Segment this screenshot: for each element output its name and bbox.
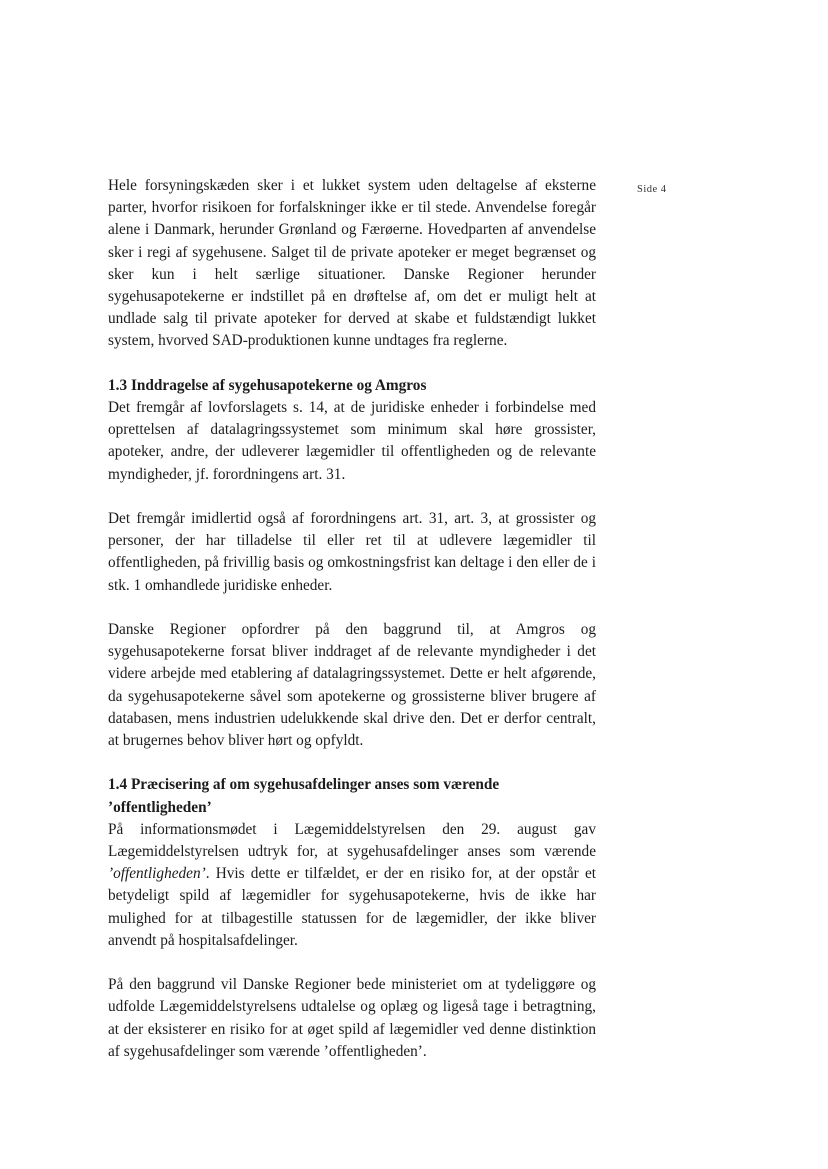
section-1-4-paragraph-1 [108,819,596,952]
page-number: Side 4 [637,184,667,195]
document-body [108,175,596,1085]
section-1-4 [108,774,596,1063]
section-1-3-paragraph-2: Det fremgår imidlertid også af forordningens art. 31, art. 3, at grossister og personer, der har tilladelse til eller ret til at udlevere lægemidler til offentligheden, på frivillig basis og omkostningsfrist kan deltage i den eller de i stk. 1 omhandlede juridiske enheder. [108,510,596,594]
section-1-3-paragraph-3: Danske Regioner opfordrer på den baggrund til, at Amgros og sygehusapotekerne forsat bliver inddraget af de relevante myndigheder i det videre arbejde med etablering af datalagringssystemet. Dette er helt afgørende, da sygehusapotekerne såvel som apotekerne og grossisterne bliver brugere af databasen, mens industrien udelukkende skal drive den. Det er derfor centralt, at brugernes behov bliver hørt og opfyldt. [108,621,596,750]
section-1-3 [108,375,596,752]
section-1-3-heading: 1.3 Inddragelse af sygehusapotekerne og Amgros [108,376,427,394]
section-1-4-paragraph-1-end: . Hvis dette er tilfældet, er der en risiko for, at der opstår et betydeligt spild af lægemidler for sygehusapotekerne, hvis de ikke har mulighed for at tilbagestille statussen for de lægemidler, der ikke bliver anvendt på hospitalsafdelinger. [108,865,596,949]
section-1-4-paragraph-2: På den baggrund vil Danske Regioner bede ministeriet om at tydeliggøre og udfolde Lægemiddelstyrelsens udtalelse og oplæg og ligeså tage i betragtning, at der eksisterer en risiko for at øget spild af lægemidler ved denne distinktion af sygehusafdelinger som værende ’offentligheden’. [108,976,596,1060]
section-1-4-emphasis: ’offentligheden’ [108,865,206,883]
intro-paragraph: Hele forsyningskæden sker i et lukket system uden deltagelse af eksterne parter, hvorfor risikoen for forfalskninger ikke er til stede. Anvendelse foregår alene i Danmark, herunder Grønland og Færøerne. Hovedparten af anvendelse sker i regi af sygehusene. Salget til de private apoteker er meget begrænset og sker kun i helt særlige situationer. Danske Regioner herunder sygehusapotekerne er indstillet på en drøftelse af, om det er muligt helt at undlade salg til private apoteker for derved at skabe et fuldstændigt lukket system, hvorved SAD-produktionen kunne undtages fra reglerne. [108,177,596,350]
section-1-3-paragraph-1: Det fremgår af lovforslagets s. 14, at de juridiske enheder i forbindelse med oprettelsen af datalagringssystemet som minimum skal høre grossister, apoteker, andre, der udleverer lægemidler til offentligheden og de relevante myndigheder, jf. forordningens art. 31. [108,399,596,483]
section-1-4-heading: 1.4 Præcisering af om sygehusafdelinger anses som værende ’offentligheden’ [108,776,500,816]
section-1-4-paragraph-1-start: På informationsmødet i Lægemiddelstyrelsen den 29. august gav Lægemiddelstyrelsen udtryk for, at sygehusafdelinger anses som værende [108,820,596,861]
